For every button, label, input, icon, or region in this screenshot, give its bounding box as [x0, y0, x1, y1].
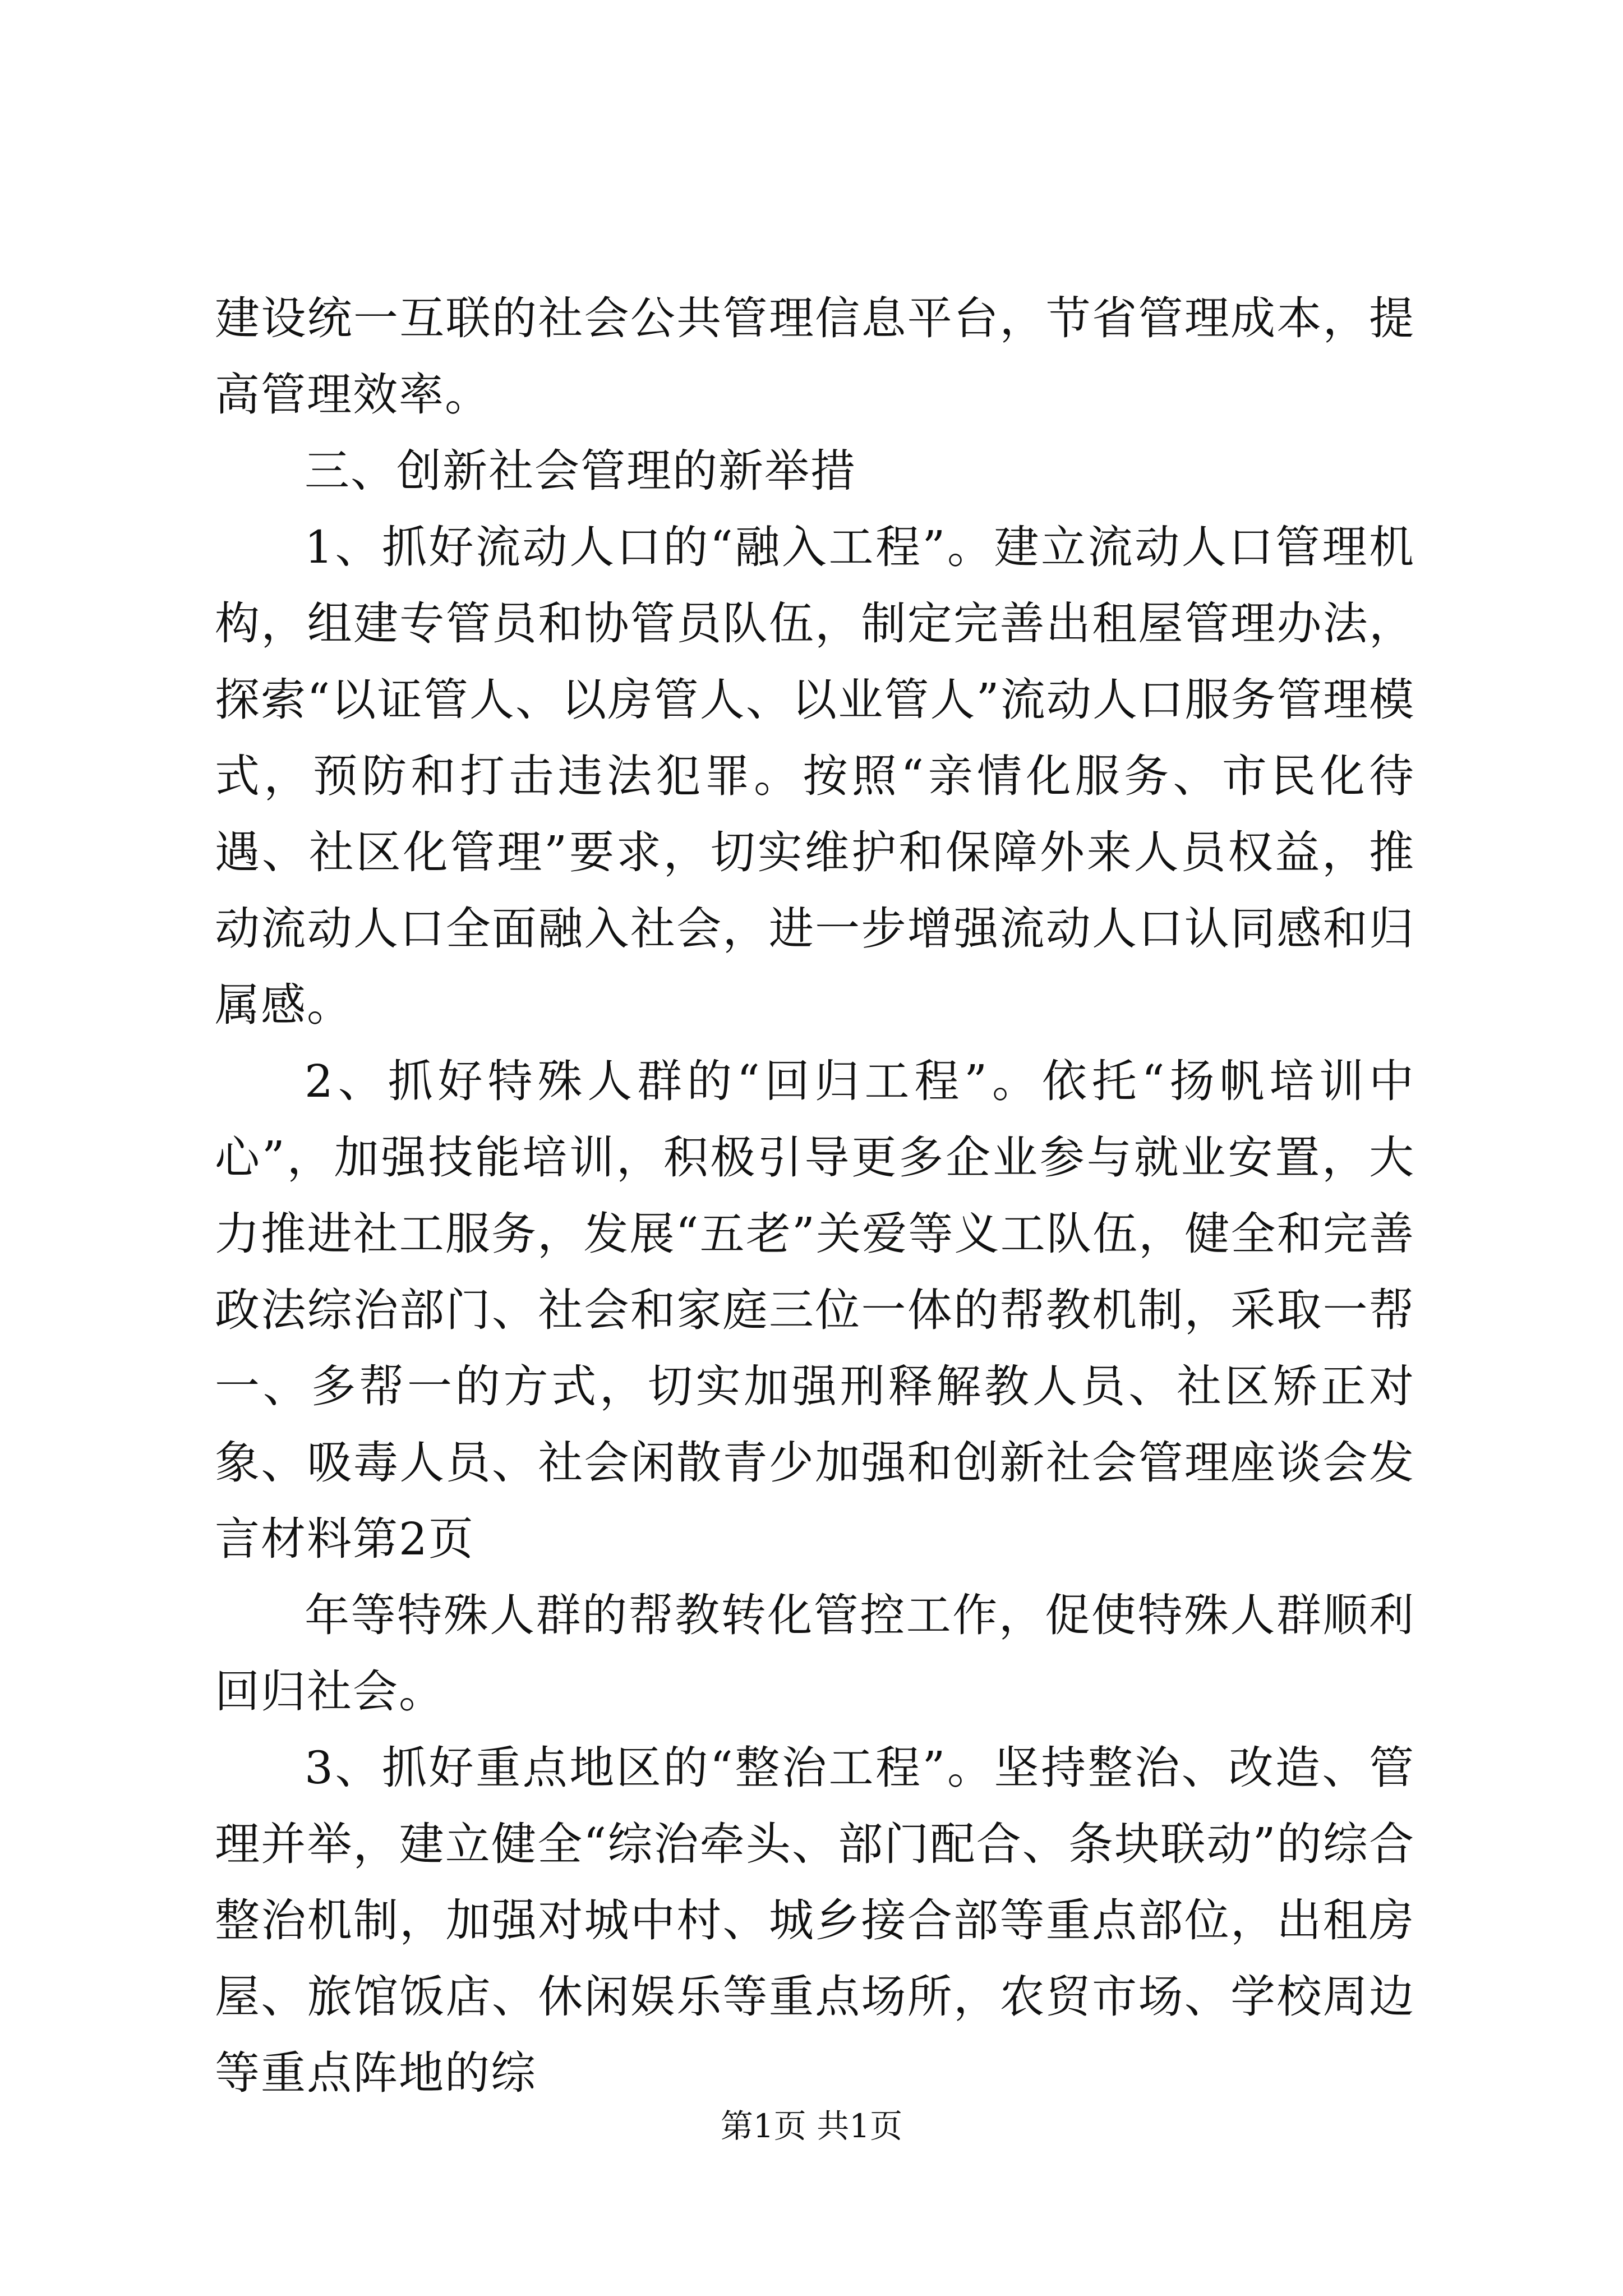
- paragraph-item-1: 1、抓好流动人口的“融入工程”。建立流动人口管理机构，组建专管员和协管员队伍，制定完善出租屋管理办法，探索“以证管人、以房管人、以业管人”流动人口服务管理模式，预防和打击违法犯罪。按照“亲情化服务、市民化待遇、社区化管理”要求，切实维护和保障外来人员权益，推动流动人口全面融入社会，进一步增强流动人口认同感和归属感。: [215, 521, 1415, 1031]
- paragraph-continuation: 年等特殊人群的帮教转化管控工作，促使特殊人群顺利回归社会。: [215, 1589, 1415, 1718]
- paragraph-item-2: 2、抓好特殊人群的“回归工程”。依托“扬帆培训中心”，加强技能培训，积极引导更多企业参与就业安置，大力推进社工服务，发展“五老”关爱等义工队伍，健全和完善政法综治部门、社会和家庭三位一体的帮教机制，采取一帮一、多帮一的方式，切实加强刑释解教人员、社区矫正对象、吸毒人员、社会闲散青少加强和创新社会管理座谈会发言材料第2页: [215, 1055, 1415, 1565]
- page-footer: 第1页 共1页: [720, 2107, 903, 2145]
- document-body: [215, 280, 1415, 2111]
- paragraph-item-3: 3、抓好重点地区的“整治工程”。坚持整治、改造、管理并举，建立健全“综治牵头、部门配合、条块联动”的综合整治机制，加强对城中村、城乡接合部等重点部位，出租房屋、旅馆饭店、休闲娱乐等重点场所，农贸市场、学校周边等重点阵地的综: [215, 1742, 1415, 2099]
- section-heading: 三、创新社会管理的新举措: [305, 445, 856, 497]
- paragraph-1: 建设统一互联的社会公共管理信息平台，节省管理成本，提高管理效率。: [215, 292, 1415, 421]
